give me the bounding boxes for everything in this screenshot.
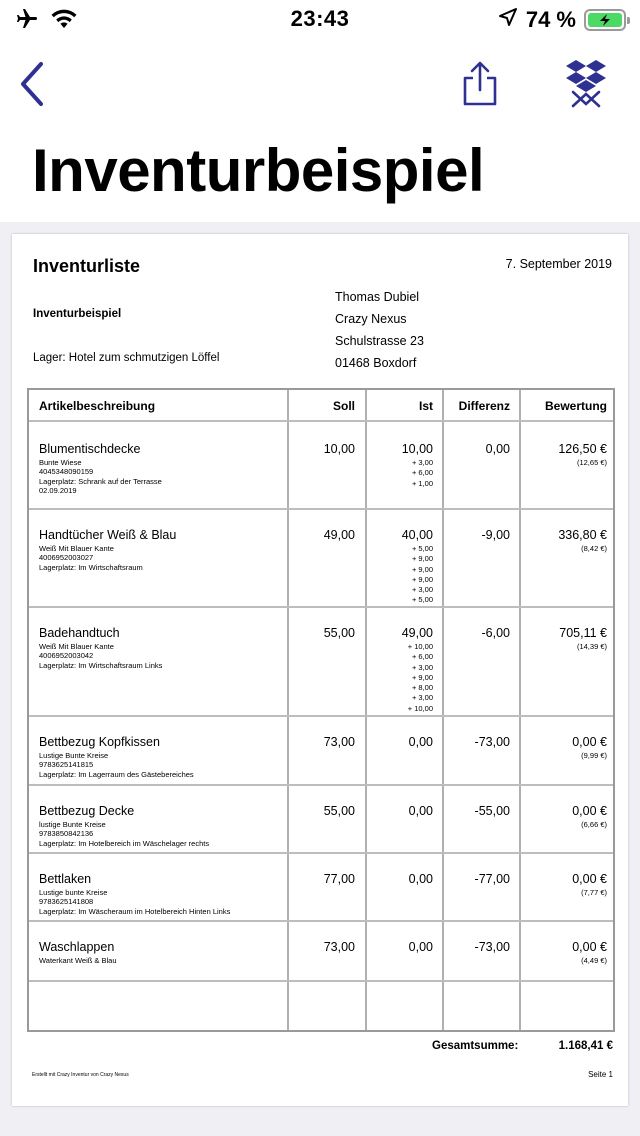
dropbox-icon bbox=[562, 58, 610, 110]
item-title: Bettbezug Decke bbox=[39, 804, 135, 818]
share-icon bbox=[458, 58, 502, 110]
page-title: Inventurbeispiel bbox=[32, 137, 485, 204]
total-label: Gesamtsumme: bbox=[432, 1040, 519, 1052]
item-valuation-total: 126,50 € bbox=[558, 442, 607, 456]
item-soll: 49,00 bbox=[323, 528, 355, 542]
item-valuation bbox=[521, 804, 607, 829]
item-soll: 73,00 bbox=[323, 735, 355, 749]
item-difference: 0,00 bbox=[485, 442, 510, 456]
address-block bbox=[335, 286, 424, 374]
item-title: Blumentischdecke bbox=[39, 442, 141, 456]
item-soll: 77,00 bbox=[323, 872, 355, 886]
table-row bbox=[29, 854, 613, 922]
total-value: 1.168,41 € bbox=[558, 1040, 613, 1052]
item-valuation-total: 0,00 € bbox=[572, 940, 607, 954]
item-soll: 73,00 bbox=[323, 940, 355, 954]
item-valuation-total: 705,11 € bbox=[559, 626, 607, 640]
table-row bbox=[29, 786, 613, 854]
item-title: Waschlappen bbox=[39, 940, 115, 954]
item-ist-value: 40,00 bbox=[401, 528, 433, 542]
item-ist bbox=[367, 528, 433, 606]
table-header-row bbox=[29, 390, 613, 422]
item-valuation-total: 0,00 € bbox=[572, 872, 607, 886]
table-row-empty bbox=[29, 982, 613, 1030]
item-ist-value: 10,00 bbox=[401, 442, 433, 456]
item-ist bbox=[367, 442, 433, 489]
inventory-table bbox=[27, 388, 615, 1032]
item-details: Waterkant Weiß & Blau bbox=[39, 956, 117, 965]
item-valuation bbox=[521, 626, 607, 651]
document-heading: Inventurliste bbox=[33, 256, 141, 276]
navigation-bar bbox=[0, 48, 640, 120]
table-row bbox=[29, 424, 613, 510]
inventory-name: Inventurbeispiel bbox=[33, 308, 122, 320]
item-ist-value: 0,00 bbox=[408, 804, 433, 818]
document-preview-area[interactable] bbox=[0, 222, 640, 1136]
item-difference: -9,00 bbox=[481, 528, 510, 542]
item-details: lustige Bunte Kreise 9783850842136 Lagerplatz: Im Hotelbereich im Wäschelager rechts bbox=[39, 820, 210, 848]
item-unit-price: (8,42 €) bbox=[581, 544, 607, 553]
item-soll: 55,00 bbox=[323, 804, 355, 818]
item-ist-value: 49,00 bbox=[401, 626, 433, 640]
header-ist: Ist bbox=[418, 399, 433, 413]
item-difference: -6,00 bbox=[481, 626, 510, 640]
item-details: Lustige bunte Kreise 9783625141808 Lagerplatz: Im Wäscheraum im Hotelbereich Hinten Links bbox=[39, 888, 231, 916]
item-valuation bbox=[521, 872, 607, 897]
item-valuation-total: 0,00 € bbox=[572, 735, 607, 749]
item-description bbox=[39, 940, 279, 965]
battery-percent: 74 % bbox=[525, 7, 576, 32]
table-row bbox=[29, 608, 613, 717]
item-valuation bbox=[521, 940, 607, 965]
item-valuation-total: 336,80 € bbox=[558, 528, 607, 542]
dropbox-button[interactable] bbox=[562, 58, 610, 110]
item-ist-additions: + 3,00 + 6,00 + 1,00 bbox=[411, 458, 433, 488]
item-unit-price: (12,65 €) bbox=[576, 458, 607, 467]
item-soll: 10,00 bbox=[323, 442, 355, 456]
item-details: Weiß Mit Blauer Kante 4006952003042 Lagerplatz: Im Wirtschaftsraum Links bbox=[39, 642, 163, 670]
table-row bbox=[29, 922, 613, 982]
item-description bbox=[39, 804, 279, 848]
item-ist bbox=[367, 735, 433, 749]
item-difference: -73,00 bbox=[474, 735, 510, 749]
item-description bbox=[39, 872, 279, 916]
page-number: Seite 1 bbox=[588, 1070, 613, 1079]
item-unit-price: (7,77 €) bbox=[581, 888, 607, 897]
status-bar bbox=[0, 0, 640, 40]
item-description bbox=[39, 528, 279, 572]
item-ist bbox=[367, 626, 433, 714]
address-line: Crazy Nexus bbox=[335, 312, 407, 326]
back-button[interactable] bbox=[12, 58, 52, 110]
item-title: Badehandtuch bbox=[39, 626, 120, 640]
header-difference: Differenz bbox=[458, 399, 510, 413]
item-unit-price: (4,49 €) bbox=[581, 956, 607, 965]
item-ist-value: 0,00 bbox=[408, 940, 433, 954]
address-line: 01468 Boxdorf bbox=[335, 356, 417, 370]
item-difference: -73,00 bbox=[474, 940, 510, 954]
item-valuation bbox=[521, 442, 607, 467]
table-row bbox=[29, 510, 613, 608]
location-arrow-icon bbox=[498, 7, 518, 33]
header-valuation: Bewertung bbox=[544, 399, 607, 413]
item-ist-value: 0,00 bbox=[408, 872, 433, 886]
item-ist bbox=[367, 804, 433, 818]
item-unit-price: (9,99 €) bbox=[581, 751, 607, 760]
item-unit-price: (14,39 €) bbox=[576, 642, 607, 651]
item-ist-additions: + 5,00 + 9,00 + 9,00 + 9,00 + 3,00 + 5,00 bbox=[411, 544, 433, 605]
item-title: Bettbezug Kopfkissen bbox=[39, 735, 160, 749]
item-difference: -55,00 bbox=[474, 804, 510, 818]
address-line: Schulstrasse 23 bbox=[335, 334, 424, 348]
item-details: Weiß Mit Blauer Kante 4006952003027 Lagerplatz: Im Wirtschaftsraum bbox=[39, 544, 143, 572]
item-description bbox=[39, 626, 279, 670]
item-soll: 55,00 bbox=[323, 626, 355, 640]
header-soll: Soll bbox=[332, 399, 355, 413]
item-description bbox=[39, 442, 279, 495]
share-button[interactable] bbox=[458, 58, 502, 110]
status-time: 23:43 bbox=[290, 6, 350, 31]
item-details: Bunte Wiese 4045348090159 Lagerplatz: Schrank auf der Terrasse 02.09.2019 bbox=[39, 458, 162, 495]
item-ist bbox=[367, 872, 433, 886]
address-line: Thomas Dubiel bbox=[335, 290, 420, 304]
item-title: Handtücher Weiß & Blau bbox=[39, 528, 177, 542]
item-ist bbox=[367, 940, 433, 954]
item-unit-price: (6,66 €) bbox=[581, 820, 607, 829]
header-description: Artikelbeschreibung bbox=[39, 399, 156, 413]
item-description bbox=[39, 735, 279, 779]
table-row bbox=[29, 717, 613, 786]
storage-location: Lager: Hotel zum schmutzigen Löffel bbox=[33, 352, 220, 364]
item-ist-value: 0,00 bbox=[408, 735, 433, 749]
document-footer-credit: Erstellt mit Crazy Inventur von Crazy Nexus bbox=[32, 1072, 129, 1078]
item-valuation-total: 0,00 € bbox=[572, 804, 607, 818]
inventory-document bbox=[12, 234, 628, 1106]
item-details: Lustige Bunte Kreise 9783625141815 Lagerplatz: Im Lagerraum des Gästebereiches bbox=[39, 751, 194, 779]
item-title: Bettlaken bbox=[39, 872, 92, 886]
document-date: 7. September 2019 bbox=[505, 257, 612, 271]
item-valuation bbox=[521, 528, 607, 553]
item-difference: -77,00 bbox=[474, 872, 510, 886]
chevron-left-icon bbox=[17, 61, 47, 107]
item-ist-additions: + 10,00 + 6,00 + 3,00 + 9,00 + 8,00 + 3,00 + 10,00 bbox=[407, 642, 433, 713]
battery-charging-icon bbox=[584, 9, 626, 31]
item-valuation bbox=[521, 735, 607, 760]
